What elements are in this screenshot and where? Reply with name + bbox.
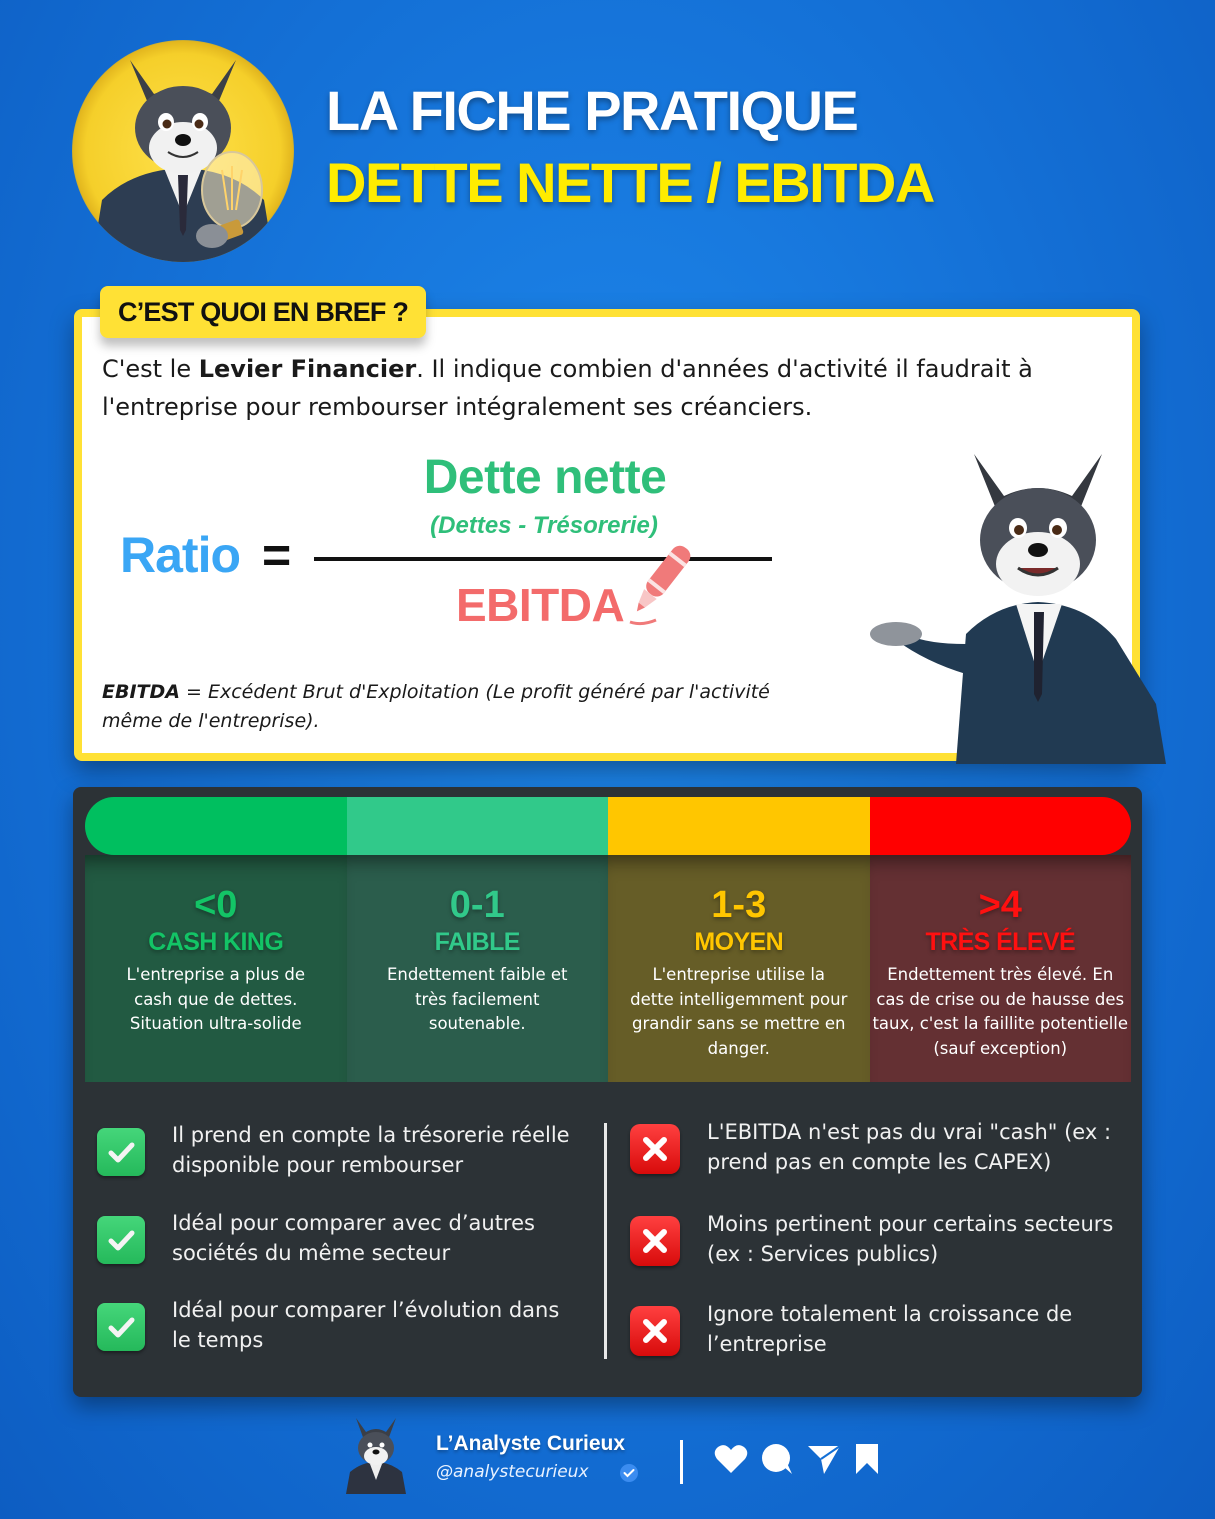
pro-item	[97, 1298, 582, 1355]
tier-label: CASH KING	[148, 928, 284, 956]
tier-range: <0	[194, 884, 238, 926]
tier-label: FAIBLE	[434, 928, 520, 956]
highlighter-pencil-icon	[610, 540, 710, 630]
pro-item	[97, 1123, 582, 1180]
con-item	[630, 1120, 1147, 1177]
scale-segment-moyen	[608, 797, 870, 855]
formula-denominator: EBITDA	[456, 579, 625, 631]
tier-label: MOYEN	[694, 928, 784, 956]
wolf-presenter-icon	[866, 444, 1176, 764]
con-item	[630, 1212, 1127, 1269]
pro-item	[97, 1211, 592, 1268]
tier-description: L'entreprise utilise la dette intelligemment pour grandir sans se mettre en danger.	[630, 965, 848, 1058]
tier-label: TRÈS ÉLEVÉ	[925, 928, 1076, 956]
tier-tres-eleve	[870, 855, 1132, 1082]
tier-description: Endettement faible et très facilement soutenable.	[386, 965, 568, 1033]
tier-row	[85, 855, 1131, 1082]
bookmark-icon[interactable]	[854, 1443, 880, 1475]
page-subtitle: DETTE NETTE / EBITDA	[326, 151, 934, 214]
con-item	[630, 1302, 1137, 1359]
cross-icon	[630, 1124, 680, 1174]
cross-icon	[630, 1306, 680, 1356]
hero-mascot-badge	[72, 40, 294, 262]
brand-handle[interactable]: @analystecurieux	[436, 1462, 589, 1482]
pros-cons-divider	[604, 1123, 607, 1359]
scale-segment-faible	[347, 797, 609, 855]
tier-range: >4	[978, 884, 1022, 926]
key-term: Levier Financier	[198, 355, 417, 383]
formula-numerator-detail: (Dettes - Trésorerie)	[430, 512, 658, 539]
debt-scale-bar	[85, 797, 1131, 855]
check-icon	[97, 1303, 145, 1351]
heart-icon[interactable]	[714, 1443, 748, 1475]
pro-text: Il prend en compte la trésorerie réelle disponible pour rembourser	[172, 1123, 570, 1177]
pro-text: Idéal pour comparer avec d’autres sociétés du même secteur	[172, 1211, 535, 1265]
tier-faible	[347, 855, 609, 1082]
section-tag: C’EST QUOI EN BREF ?	[100, 286, 426, 338]
formula-lhs: Ratio	[120, 527, 240, 583]
brand-avatar	[340, 1414, 412, 1494]
con-text: L'EBITDA n'est pas du vrai "cash" (ex : prend pas en compte les CAPEX)	[707, 1120, 1112, 1174]
page-title: LA FICHE PRATIQUE	[326, 79, 858, 142]
brand-name: L’Analyste Curieux	[436, 1432, 626, 1455]
pro-text: Idéal pour comparer l’évolution dans le temps	[172, 1298, 560, 1352]
tier-range: 1-3	[711, 884, 767, 926]
tier-description: Endettement très élevé. En cas de crise ou de hausse des taux, c'est la faillite potentielle (sauf exception)	[872, 965, 1129, 1058]
formula-equals: =	[262, 527, 292, 583]
comment-icon[interactable]	[760, 1443, 794, 1475]
tier-description: L'entreprise a plus de cash que de dettes. Situation ultra-solide	[126, 965, 306, 1033]
cross-icon	[630, 1216, 680, 1266]
wolf-mascot-icon	[72, 40, 294, 262]
check-icon	[97, 1216, 145, 1264]
tier-moyen	[608, 855, 870, 1082]
con-text: Moins pertinent pour certains secteurs (ex : Services publics)	[707, 1212, 1114, 1266]
scale-segment-tres-eleve	[870, 797, 1132, 855]
formula-numerator: Dette nette	[423, 451, 667, 504]
definition-intro: C'est le Levier Financier. Il indique combien d'années d'activité il faudrait à l'entreprise pour rembourser intégralement ses créanciers.	[102, 355, 1033, 421]
tier-range: 0-1	[449, 884, 505, 926]
check-icon	[97, 1128, 145, 1176]
tier-cash-king	[85, 855, 347, 1082]
scale-segment-cash-king	[85, 797, 347, 855]
footer-divider	[680, 1440, 683, 1484]
verified-badge-icon	[619, 1463, 639, 1483]
ebitda-footnote: EBITDA = Excédent Brut d'Exploitation (Le profit généré par l'activité même de l'entreprise).	[102, 681, 770, 732]
send-icon[interactable]	[806, 1443, 842, 1475]
con-text: Ignore totalement la croissance de l’entreprise	[707, 1302, 1073, 1356]
